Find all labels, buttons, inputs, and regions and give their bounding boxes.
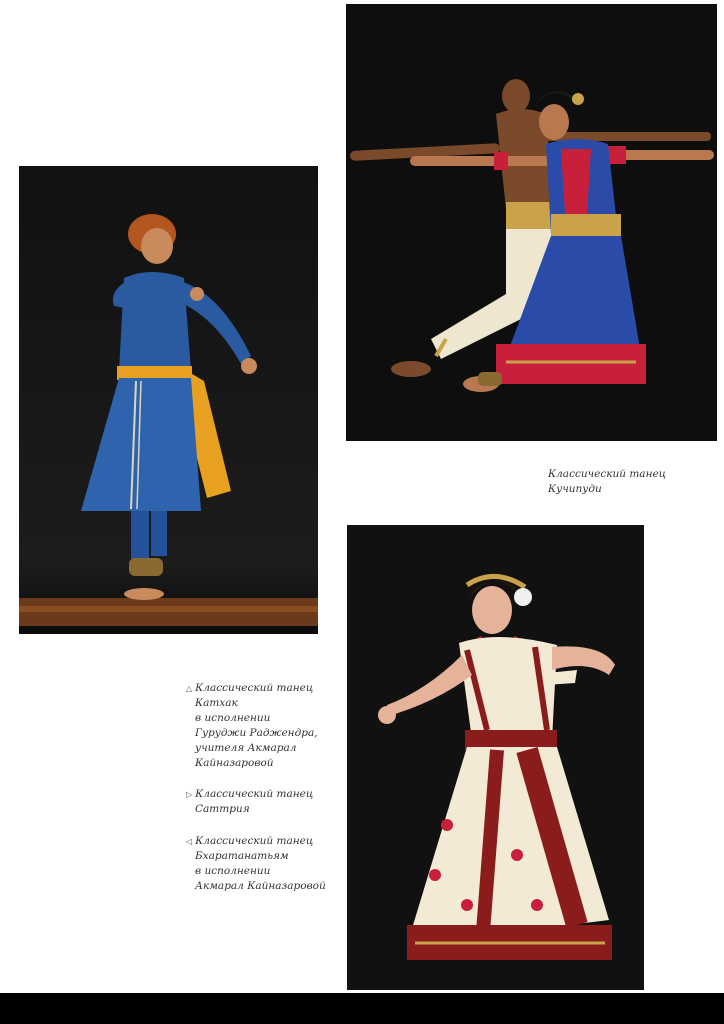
caption-kathak-line-2: Катхак — [195, 697, 238, 709]
photo-kuchipudi-dancers — [346, 4, 717, 441]
triangle-left-icon: ◁ — [186, 837, 193, 846]
caption-bharatanatyam-line-2: Бхаратанатьям — [195, 850, 289, 862]
bottom-black-band — [0, 993, 724, 1024]
caption-kuchipudi-line-1: Классический танец — [548, 468, 667, 480]
kathak-dancer-illustration — [19, 166, 318, 634]
caption-kathak-line-6: Кайназаровой — [195, 757, 274, 769]
caption-kathak-line-3: в исполнении — [195, 712, 271, 724]
caption-kathak-line-4: Гуруджи Раджендра, — [195, 727, 318, 739]
caption-kathak — [186, 681, 318, 771]
caption-bharatanatyam-line-1: Классический танец — [195, 835, 314, 847]
caption-kuchipudi — [548, 467, 666, 497]
caption-sattriya-line-1: Классический танец — [195, 788, 314, 800]
caption-sattriya — [186, 787, 313, 817]
kuchipudi-dancers-illustration — [346, 4, 717, 441]
triangle-up-icon: △ — [186, 684, 193, 693]
caption-sattriya-line-2: Саттрия — [195, 803, 250, 815]
caption-kathak-line-5: учителя Акмарал — [195, 742, 297, 754]
photo-kathak-dancer — [19, 166, 318, 634]
caption-kuchipudi-line-2: Кучипуди — [548, 483, 602, 495]
photo-bharatanatyam-dancer — [347, 525, 644, 990]
caption-bharatanatyam-line-4: Акмарал Кайназаровой — [195, 880, 326, 892]
triangle-right-icon: ▷ — [186, 790, 193, 799]
caption-bharatanatyam — [186, 834, 326, 894]
caption-bharatanatyam-line-3: в исполнении — [195, 865, 271, 877]
caption-kathak-line-1: Классический танец — [195, 682, 314, 694]
bharatanatyam-dancer-illustration — [347, 525, 644, 990]
